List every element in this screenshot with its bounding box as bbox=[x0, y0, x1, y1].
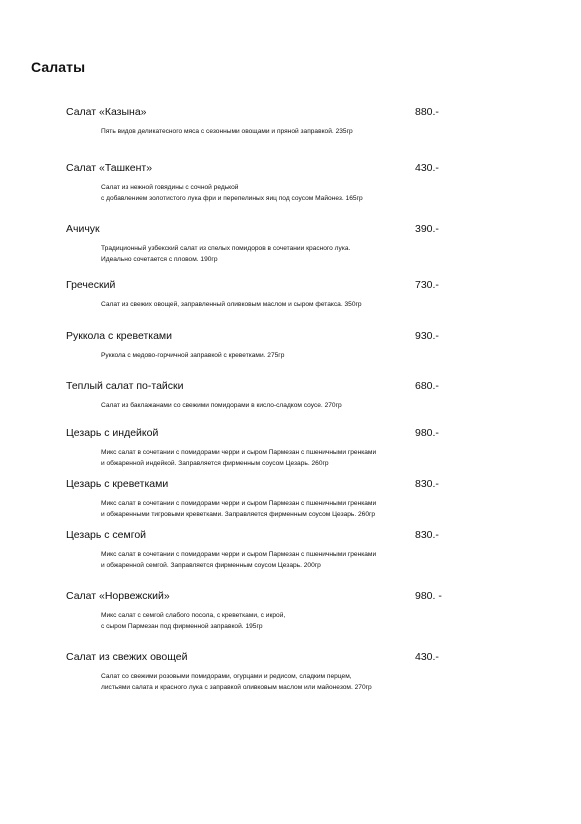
description-line: с добавлением золотистого лука фри и перепелиных яиц под соусом Майонез. 165гр bbox=[101, 195, 363, 202]
item-name: Салат из свежих овощей bbox=[66, 651, 188, 663]
description-line: листьями салата и красного лука с заправкой оливковым маслом или майонезом. 270гр bbox=[101, 684, 372, 691]
item-price: 390.- bbox=[415, 223, 439, 235]
description-line: Салат из баклажанами со свежими помидорами в кисло-сладком соусе. 270гр bbox=[101, 402, 342, 409]
item-price: 980.- bbox=[415, 427, 439, 439]
item-name: Салат «Казына» bbox=[66, 106, 147, 118]
item-price: 980. - bbox=[415, 590, 442, 602]
description-line: Микс салат в сочетании с помидорами черри и сыром Пармезан с пшеничными гренками bbox=[101, 551, 377, 558]
description-line: Микс салат в сочетании с помидорами черри и сыром Пармезан с пшеничными гренками bbox=[101, 449, 377, 456]
item-price: 930.- bbox=[415, 330, 439, 342]
item-name: Греческий bbox=[66, 279, 116, 291]
section-title: Салаты bbox=[31, 59, 86, 75]
item-description bbox=[101, 350, 431, 361]
item-description bbox=[101, 400, 431, 411]
description-line: Салат со свежими розовыми помидорами, огурцами и редисом, сладким перцем, bbox=[101, 673, 352, 680]
description-line: Идеально сочетается с пловом. 190гр bbox=[101, 256, 218, 263]
item-price: 430.- bbox=[415, 162, 439, 174]
item-price: 830.- bbox=[415, 529, 439, 541]
description-line: Салат из нежной говядины с сочной редькой bbox=[101, 184, 239, 191]
description-line: и обжаренной семгой. Заправляется фирменным соусом Цезарь. 200гр bbox=[101, 562, 321, 569]
description-line: Микс салат в сочетании с помидорами черри и сыром Пармезан с пшеничными гренками bbox=[101, 500, 377, 507]
item-description bbox=[101, 299, 431, 310]
item-description bbox=[101, 610, 431, 632]
item-name: Ачичук bbox=[66, 223, 100, 235]
item-description bbox=[101, 447, 431, 469]
description-line: и обжаренными тигровыми креветками. Заправляется фирменным соусом Цезарь. 260гр bbox=[101, 511, 376, 518]
description-line: Салат из свежих овощей, заправленный оливковым маслом и сыром фетакса. 350гр bbox=[101, 301, 362, 308]
item-description bbox=[101, 182, 431, 204]
description-line: с сыром Пармезан под фирменной заправкой. 195гр bbox=[101, 623, 263, 630]
item-name: Салат «Норвежский» bbox=[66, 590, 170, 602]
description-line: Традиционный узбекский салат из спелых помидоров в сочетании красного лука. bbox=[101, 245, 351, 252]
item-price: 730.- bbox=[415, 279, 439, 291]
item-description bbox=[101, 126, 431, 137]
item-description bbox=[101, 549, 431, 571]
item-name: Руккола с креветками bbox=[66, 330, 172, 342]
item-price: 680.- bbox=[415, 380, 439, 392]
description-line: Пять видов деликатесного мяса с сезонными овощами и пряной заправкой. 235гр bbox=[101, 128, 353, 135]
item-price: 880.- bbox=[415, 106, 439, 118]
item-name: Цезарь с семгой bbox=[66, 529, 147, 541]
item-price: 430.- bbox=[415, 651, 439, 663]
item-name: Цезарь с индейкой bbox=[66, 427, 159, 439]
item-description bbox=[101, 671, 431, 693]
item-name: Цезарь с креветками bbox=[66, 478, 169, 490]
description-line: Руккола с медово-горчичной заправкой с креветками. 275гр bbox=[101, 352, 285, 359]
description-line: Микс салат с семгой слабого посола, с креветками, с икрой, bbox=[101, 612, 286, 619]
item-name: Теплый салат по-тайски bbox=[66, 380, 184, 392]
description-line: и обжаренной индейкой. Заправляется фирменным соусом Цезарь. 260гр bbox=[101, 460, 329, 467]
item-description bbox=[101, 498, 431, 520]
item-price: 830.- bbox=[415, 478, 439, 490]
item-description bbox=[101, 243, 431, 265]
item-name: Салат «Ташкент» bbox=[66, 162, 153, 174]
